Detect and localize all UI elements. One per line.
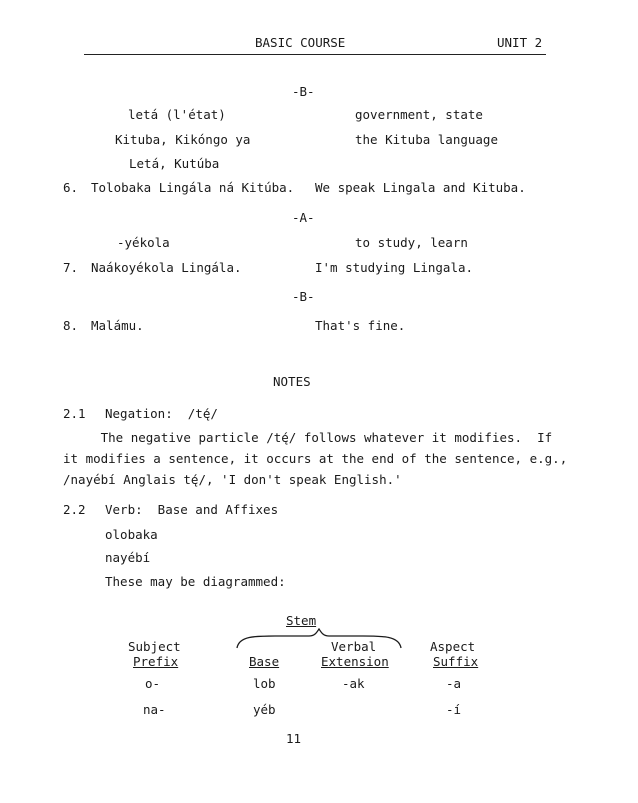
diagram-cell-base: lob — [253, 676, 276, 691]
vocab-lingala: letá (l'état) — [128, 107, 226, 122]
vocab-english: government, state — [355, 107, 483, 122]
sentence-number: 8. — [63, 318, 79, 333]
diagram-cell-base: yéb — [253, 702, 276, 717]
stem-brace — [235, 628, 403, 650]
column-header-aspect: Aspect — [430, 639, 476, 654]
column-header-subject: Subject — [128, 639, 181, 654]
vocab-lingala: Kituba, Kikóngo ya — [115, 132, 251, 147]
diagram-cell-prefix: o- — [145, 676, 161, 691]
sentence-lingala: Tolobaka Lingála ná Kitúba. — [91, 180, 295, 195]
column-header-prefix: Prefix — [133, 654, 179, 669]
sentence-number: 6. — [63, 180, 79, 195]
vocab-english: the Kituba language — [355, 132, 498, 147]
column-header-base: Base — [249, 654, 280, 669]
diagram-cell-suffix: -í — [446, 702, 462, 717]
header-rule — [84, 54, 546, 55]
stem-label: Stem — [286, 613, 317, 628]
diagram-cell-prefix: na- — [143, 702, 166, 717]
sentence-lingala: Naákoyékola Lingála. — [91, 260, 242, 275]
vocab-lingala: Letá, Kutúba — [129, 156, 220, 171]
column-header-suffix: Suffix — [433, 654, 479, 669]
note-heading: Verb: Base and Affixes — [105, 502, 279, 517]
diagram-intro: These may be diagrammed: — [105, 574, 286, 589]
sentence-number: 7. — [63, 260, 79, 275]
note-heading: Negation: /tę́/ — [105, 406, 218, 421]
note-paragraph-line: The negative particle /tę́/ follows whatever it modifies. If — [63, 430, 553, 445]
diagram-cell-extension: -ak — [342, 676, 365, 691]
column-header-verbal: Verbal — [331, 639, 377, 654]
diagram-cell-suffix: -a — [446, 676, 462, 691]
page-number: 11 — [286, 731, 302, 746]
vocab-lingala: -yékola — [117, 235, 170, 250]
column-header-extension: Extension — [321, 654, 389, 669]
example-word: nayébí — [105, 550, 151, 565]
sentence-english: We speak Lingala and Kituba. — [315, 180, 526, 195]
notes-title: NOTES — [273, 374, 311, 389]
section-marker-b: -B- — [292, 84, 315, 99]
section-marker-a: -A- — [292, 210, 315, 225]
example-word: olobaka — [105, 527, 158, 542]
note-paragraph-line: /nayébí Anglais tę́/, 'I don't speak English.' — [63, 472, 402, 487]
section-marker-b: -B- — [292, 289, 315, 304]
sentence-english: That's fine. — [315, 318, 406, 333]
header-course-title: BASIC COURSE — [255, 35, 346, 50]
vocab-english: to study, learn — [355, 235, 468, 250]
sentence-lingala: Malámu. — [91, 318, 144, 333]
header-unit: UNIT 2 — [497, 35, 543, 50]
note-number: 2.1 — [63, 406, 86, 421]
note-paragraph-line: it modifies a sentence, it occurs at the end of the sentence, e.g., — [63, 451, 568, 466]
sentence-english: I'm studying Lingala. — [315, 260, 474, 275]
note-number: 2.2 — [63, 502, 86, 517]
